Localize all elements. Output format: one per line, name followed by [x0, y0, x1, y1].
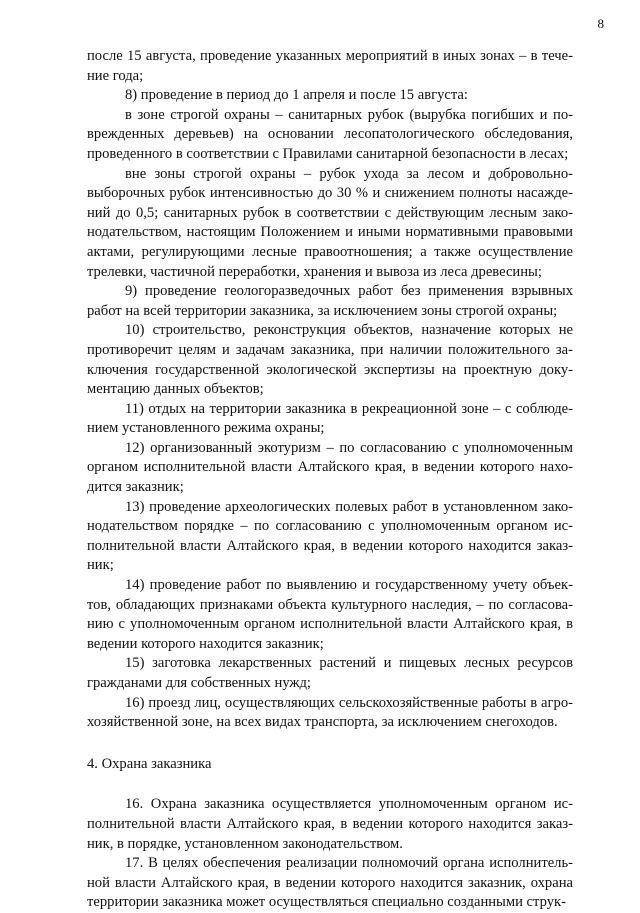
list-item-11: 11) отдых на территории заказника в рекреационной зоне – с соблюдением установленного режима охраны;	[87, 400, 573, 437]
list-item-12: 12) организованный экотуризм – по согласованию с уполномоченным органом исполнительной власти Алтайского края, в ведении которого находится заказник;	[87, 439, 573, 496]
paragraph-continuation: после 15 августа, проведение указанных мероприятий в иных зонах – в течение года;	[87, 48, 573, 84]
page-number: 8	[597, 16, 604, 31]
clause-17: 17. В целях обеспечения реализации полномочий органа исполнительной власти Алтайского края, в ведении которого находится заказник, охрана территории заказника может осуществляться специально созданными струк-	[87, 855, 573, 911]
list-item-13: 13) проведение археологических полевых работ в установленном законодательством порядке – по согласованию с уполномоченным органом исполнительной власти Алтайского края, в ведении которого находится заказник;	[87, 498, 573, 574]
list-item-9: 9) проведение геологоразведочных работ без применения взрывных работ на всей территории заказника, за исключением зоны строгой охраны;	[87, 283, 573, 319]
list-item-8: 8) проведение в период до 1 апреля и после 15 августа:	[125, 87, 468, 104]
list-item-8-strict-zone: в зоне строгой охраны – санитарных рубок (вырубка погибших и поврежденных деревьев) на основании лесопатологического обследования, проведенного в соответствии с Правилами санитарной безопасности в лесах;	[87, 106, 573, 162]
clause-16: 16. Охрана заказника осуществляется уполномоченным органом исполнительной власти Алтайского края, в ведении которого находится заказник, в порядке, установленном законодательством.	[87, 796, 573, 852]
list-item-10: 10) строительство, реконструкция объектов, назначение которых не противоречит целям и задачам заказника, при наличии положительного заключения государственной экологической экспертизы на проектную документацию данных объектов;	[87, 322, 573, 398]
document-body	[87, 47, 573, 913]
list-item-16: 16) проезд лиц, осуществляющих сельскохозяйственные работы в агрохозяйственной зоне, на всех видах транспорта, за исключением снегоходов.	[87, 694, 573, 731]
list-item-8-outside-strict-zone: вне зоны строгой охраны – рубок ухода за лесом и добровольно-выборочных рубок интенсивностью до 30 % и снижением полноты насаждений до 0,5; санитарных рубок в соответствии с действующим лесным законодательством, настоящим Положением и иными нормативными правовыми актами, регулирующими лесные правоотношения; а также осуществление трелевки, частичной переработки, хранения и вывоза из леса древесины;	[87, 165, 573, 280]
list-item-14: 14) проведение работ по выявлению и государственному учету объектов, обладающих признаками объекта культурного наследия, – по согласованию с уполномоченным органом исполнительной власти Алтайского края, в ведении которого находится заказник;	[87, 577, 573, 652]
section-heading: 4. Охрана заказника	[87, 755, 212, 772]
list-item-15: 15) заготовка лекарственных растений и пищевых лесных ресурсов гражданами для собственных нужд;	[87, 655, 573, 691]
